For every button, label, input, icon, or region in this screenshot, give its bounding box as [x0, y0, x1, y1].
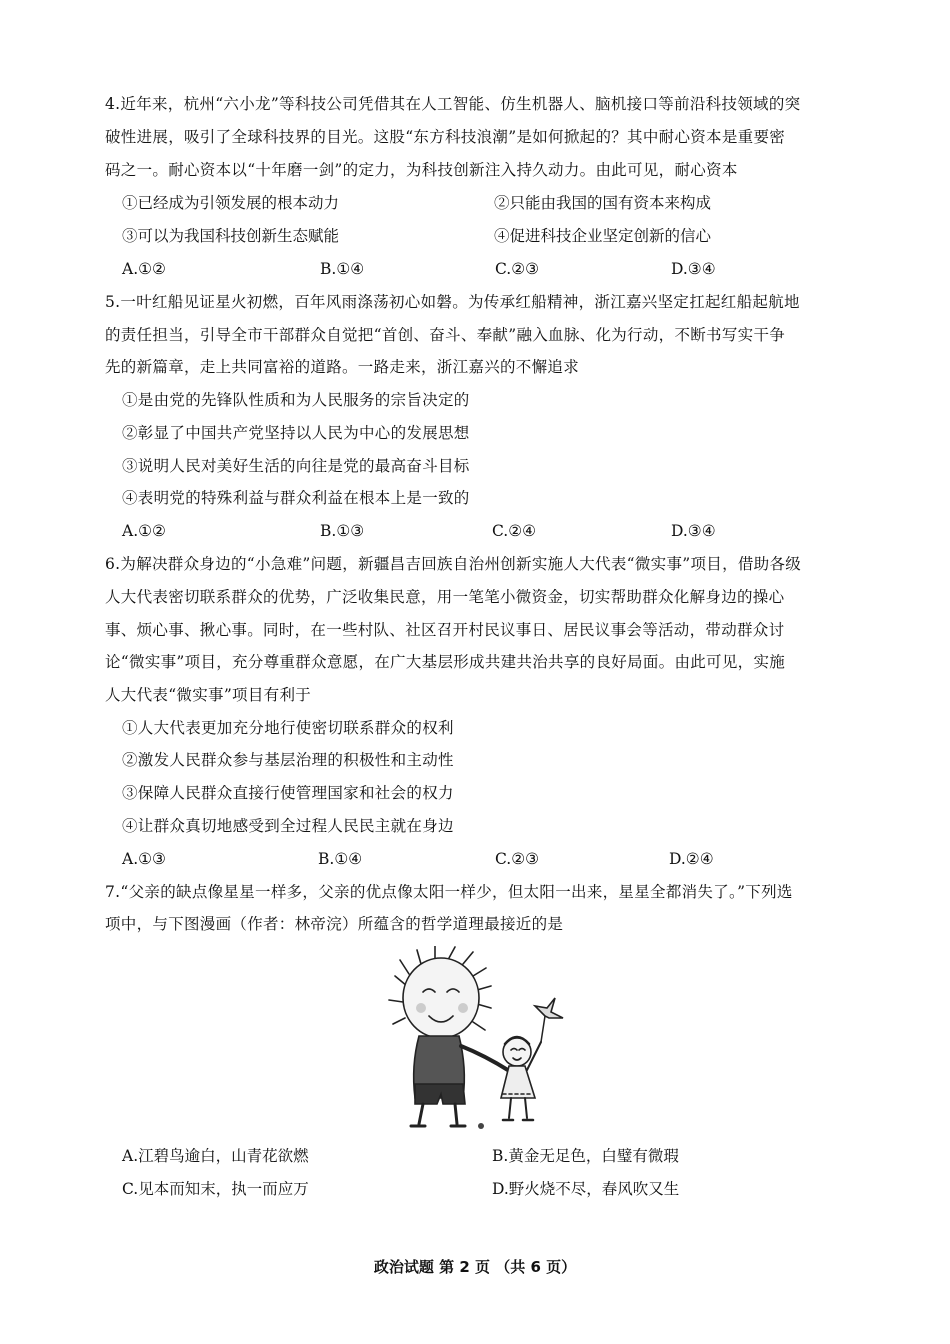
q5-choice-b: B.①③: [320, 522, 365, 540]
q5-stem-line-3: 先的新篇章，走上共同富裕的道路。一路走来，浙江嘉兴的不懈追求: [105, 358, 580, 376]
q4-stem-line-1: 4.近年来，杭州“六小龙”等科技公司凭借其在人工智能、仿生机器人、脑机接口等前沿科技领域的突: [105, 95, 801, 113]
q5-choice-d: D.③④: [671, 522, 716, 540]
q4-option-row-2: [122, 226, 842, 246]
q6-option-1: ①人大代表更加充分地行使密切联系群众的权利: [122, 719, 454, 737]
q5-option-2: ②彰显了中国共产党坚持以人民为中心的发展思想: [122, 424, 470, 442]
q6-stem-line-1: 6.为解决群众身边的“小急难”问题，新疆昌吉回族自治州创新实施人大代表“微实事”项目，借助各级: [105, 555, 802, 573]
q6-choice-b: B.①④: [318, 850, 363, 868]
q4-choice-b: B.①④: [320, 260, 365, 278]
q7-choice-d: D.野火烧不尽，春风吹又生: [492, 1180, 680, 1198]
q7-stem-line-2: 项中，与下图漫画（作者：林帝浣）所蕴含的哲学道理最接近的是: [105, 915, 564, 933]
q4-choice-d: D.③④: [671, 260, 716, 278]
q7-choice-c: C.见本而知末，执一而应万: [122, 1180, 309, 1198]
q6-choice-c: C.②③: [495, 850, 540, 868]
q6-stem-line-2: 人大代表密切联系群众的优势，广泛收集民意，用一笔笔小微资金，切实帮助群众化解身边的操心: [105, 588, 785, 606]
q7-choice-row-1: [122, 1146, 842, 1166]
q6-stem-line-5: 人大代表“微实事”项目有利于: [105, 686, 312, 704]
q7-choice-row-2: [122, 1179, 842, 1199]
q5-option-3: ③说明人民对美好生活的向往是党的最高奋斗目标: [122, 457, 470, 475]
page-footer: 政治试题 第 2 页 （共 6 页）: [373, 1258, 577, 1276]
q4-option-3: ③可以为我国科技创新生态赋能: [122, 227, 340, 245]
q6-choices: [122, 849, 842, 869]
q7-stem-line-1: 7.“父亲的缺点像星星一样多，父亲的优点像太阳一样少，但太阳一出来，星星全都消失了。”下列选: [105, 883, 793, 901]
q6-option-4: ④让群众真切地感受到全过程人民民主就在身边: [122, 817, 454, 835]
q4-option-2: ②只能由我国的国有资本来构成: [494, 194, 712, 212]
q6-stem-line-4: 论“微实事”项目，充分尊重群众意愿，在广大基层形成共建共治共享的良好局面。由此可见，实施: [105, 653, 786, 671]
q4-stem-line-3: 码之一。耐心资本以“十年磨一剑”的定力，为科技创新注入持久动力。由此可见，耐心资本: [105, 161, 738, 179]
q5-option-1: ①是由党的先锋队性质和为人民服务的宗旨决定的: [122, 391, 470, 409]
q7-choice-b: B.黄金无足色，白璧有微瑕: [492, 1147, 679, 1165]
q6-stem-line-3: 事、烦心事、揪心事。同时，在一些村队、社区召开村民议事日、居民议事会等活动，带动群众讨: [105, 621, 785, 639]
q4-choice-c: C.②③: [495, 260, 540, 278]
q6-option-3: ③保障人民群众直接行使管理国家和社会的权力: [122, 784, 454, 802]
q6-choice-a: A.①③: [122, 850, 166, 868]
q4-option-1: ①已经成为引领发展的根本动力: [122, 194, 340, 212]
q5-option-4: ④表明党的特殊利益与群众利益在根本上是一致的: [122, 489, 470, 507]
q5-choices: [122, 521, 842, 541]
father-child-cartoon-image: [385, 946, 575, 1131]
q4-stem-line-2: 破性进展，吸引了全球科技界的目光。这股“东方科技浪潮”是如何掀起的？其中耐心资本是重要密: [105, 128, 786, 146]
q5-stem-line-2: 的责任担当，引导全市干部群众自觉把“首创、奋斗、奉献”融入血脉、化为行动，不断书写实干争: [105, 326, 786, 344]
q4-choices: [122, 259, 842, 279]
q6-choice-d: D.②④: [669, 850, 714, 868]
q5-stem-line-1: 5.一叶红船见证星火初燃，百年风雨涤荡初心如磐。为传承红船精神，浙江嘉兴坚定扛起红船起航地: [105, 293, 800, 311]
q4-option-row-1: [122, 193, 842, 213]
q5-choice-c: C.②④: [492, 522, 537, 540]
q5-choice-a: A.①②: [122, 522, 166, 540]
q6-option-2: ②激发人民群众参与基层治理的积极性和主动性: [122, 751, 454, 769]
q7-choice-a: A.江碧鸟逾白，山青花欲燃: [122, 1147, 309, 1165]
q4-option-4: ④促进科技企业坚定创新的信心: [494, 227, 712, 245]
q4-choice-a: A.①②: [122, 260, 166, 278]
